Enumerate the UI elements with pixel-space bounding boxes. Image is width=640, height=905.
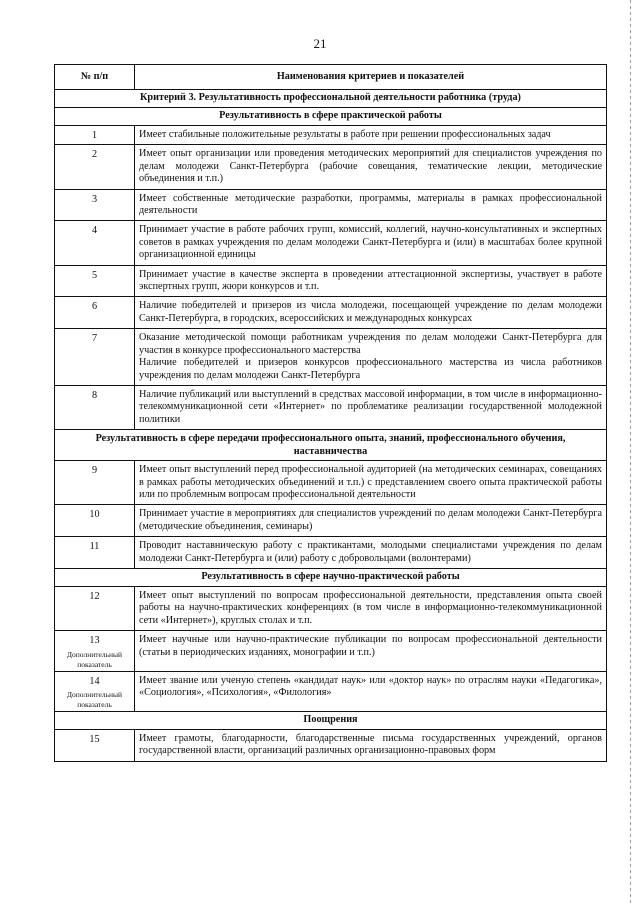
row-number: 1 xyxy=(55,126,135,145)
row-number: 4 xyxy=(55,221,135,265)
row-text: Имеет собственные методические разработки, программы, материалы в рамках профессиональной деятельности xyxy=(135,189,607,221)
row-number: 7 xyxy=(55,329,135,386)
section-row xyxy=(55,568,607,586)
additional-indicator-note: Дополнительный показатель xyxy=(66,690,123,709)
row-number: 5 xyxy=(55,265,135,297)
row-text: Принимает участие в качестве эксперта в проведении аттестационной экспертизы, участвует в работе экспертных групп, жюри конкурсов и т.п. xyxy=(135,265,607,297)
column-header-name: Наименования критериев и показателей xyxy=(135,65,607,90)
section-title: Результативность в сфере научно-практической работы xyxy=(55,568,607,586)
row-text: Имеет опыт выступлений по вопросам профессиональной деятельности, представления опыта своей работы на научно-практических конференциях (в том числе в информационно-телекоммуникационной сети «Интернет»), круглых столах и т.п. xyxy=(135,586,607,630)
row-number: 14 xyxy=(89,675,100,687)
row-text: Имеет грамоты, благодарности, благодарственные письма государственных учреждений, органов государственной власти, организаций различных организационно-правовых форм xyxy=(135,730,607,762)
row-number: 10 xyxy=(55,505,135,537)
table-row xyxy=(55,385,607,429)
row-text: Наличие публикаций или выступлений в средствах массовой информации, в том числе в информационно-телекоммуникационной сети «Интернет» по проблематике реализации государственной молодежной политики xyxy=(135,385,607,429)
table-row xyxy=(55,145,607,189)
row-text: Проводит наставническую работу с практикантами, молодыми специалистами учреждения по делам молодежи Санкт-Петербурга и (или) работу с добровольцами (волонтерами) xyxy=(135,537,607,569)
row-text: Имеет стабильные положительные результаты в работе при решении профессиональных задач xyxy=(135,126,607,145)
additional-indicator-note: Дополнительный показатель xyxy=(66,649,123,669)
row-number-cell xyxy=(55,671,135,711)
scan-edge-line xyxy=(630,0,631,905)
row-number: 8 xyxy=(55,385,135,429)
table-row xyxy=(55,586,607,630)
row-text: Принимает участие в работе рабочих групп, комиссий, коллегий, научно-консультативных и экспертных советов в рамках учреждения по делам молодежи Санкт-Петербурга и (или) в масштабах более крупной организационной единицы xyxy=(135,221,607,265)
row-text: Имеет звание или ученую степень «кандидат наук» или «доктор наук» по отраслям науки «Педагогика», «Социология», «Психология», «Филология» xyxy=(135,671,607,711)
table-row xyxy=(55,461,607,505)
row-number: 15 xyxy=(55,730,135,762)
page-number: 21 xyxy=(313,36,327,51)
row-number: 3 xyxy=(55,189,135,221)
row-text-line: Оказание методической помощи работникам учреждения по делам молодежи Санкт-Петербурга для участия в конкурсе профессионального мастерства xyxy=(139,332,602,356)
row-text: Имеет опыт организации или проведения методических мероприятий для специалистов учреждения по делам молодежи Санкт-Петербурга (рабочие совещания, тематические лекции, методические объединения и т.п.) xyxy=(135,145,607,189)
table-row xyxy=(55,221,607,265)
section-title: Результативность в сфере передачи профессионального опыта, знаний, профессионального обучения, наставничества xyxy=(55,430,607,461)
table-row xyxy=(55,730,607,762)
column-header-number: № п/п xyxy=(55,65,135,90)
criteria-table xyxy=(54,64,607,762)
section-row xyxy=(55,430,607,461)
section-title: Поощрения xyxy=(55,712,607,730)
row-text: Имеет опыт выступлений перед профессиональной аудиторией (на методических семинарах, совещаниях в рамках работы методических объединений и т.п.) с представлением своего опыта практической работы или по проблемным вопросам профессиональной деятельности xyxy=(135,461,607,505)
row-number: 12 xyxy=(55,586,135,630)
table-row xyxy=(55,265,607,297)
table-row xyxy=(55,126,607,145)
row-number: 6 xyxy=(55,297,135,329)
section-title: Результативность в сфере практической работы xyxy=(55,108,607,126)
row-number: 13 xyxy=(89,635,100,647)
table-row xyxy=(55,671,607,711)
section-row xyxy=(55,712,607,730)
criterion-title: Критерий 3. Результативность профессиональной деятельности работника (труда) xyxy=(55,90,607,108)
row-text: Наличие победителей и призеров из числа молодежи, посещающей учреждение по делам молодежи Санкт-Петербурга, в городских, всероссийских и международных конкурсах xyxy=(135,297,607,329)
row-text xyxy=(135,329,607,386)
row-number: 2 xyxy=(55,145,135,189)
row-text: Имеет научные или научно-практические публикации по вопросам профессиональной деятельности (статьи в периодических изданиях, монографии и т.п.) xyxy=(135,631,607,671)
row-text-line: Наличие победителей и призеров конкурсов профессионального мастерства из числа работников учреждения по делам молодежи Санкт-Петербурга xyxy=(139,357,602,381)
table-header-row xyxy=(55,65,607,90)
table-row xyxy=(55,631,607,671)
table-row xyxy=(55,297,607,329)
table-row xyxy=(55,189,607,221)
table-row xyxy=(55,329,607,386)
row-number-cell xyxy=(55,631,135,671)
table-row xyxy=(55,537,607,569)
section-row xyxy=(55,108,607,126)
row-text: Принимает участие в мероприятиях для специалистов учреждений по делам молодежи Санкт-Петербурга (методические объединения, семинары) xyxy=(135,505,607,537)
criterion-row xyxy=(55,90,607,108)
row-number: 9 xyxy=(55,461,135,505)
table-row xyxy=(55,505,607,537)
row-number: 11 xyxy=(55,537,135,569)
